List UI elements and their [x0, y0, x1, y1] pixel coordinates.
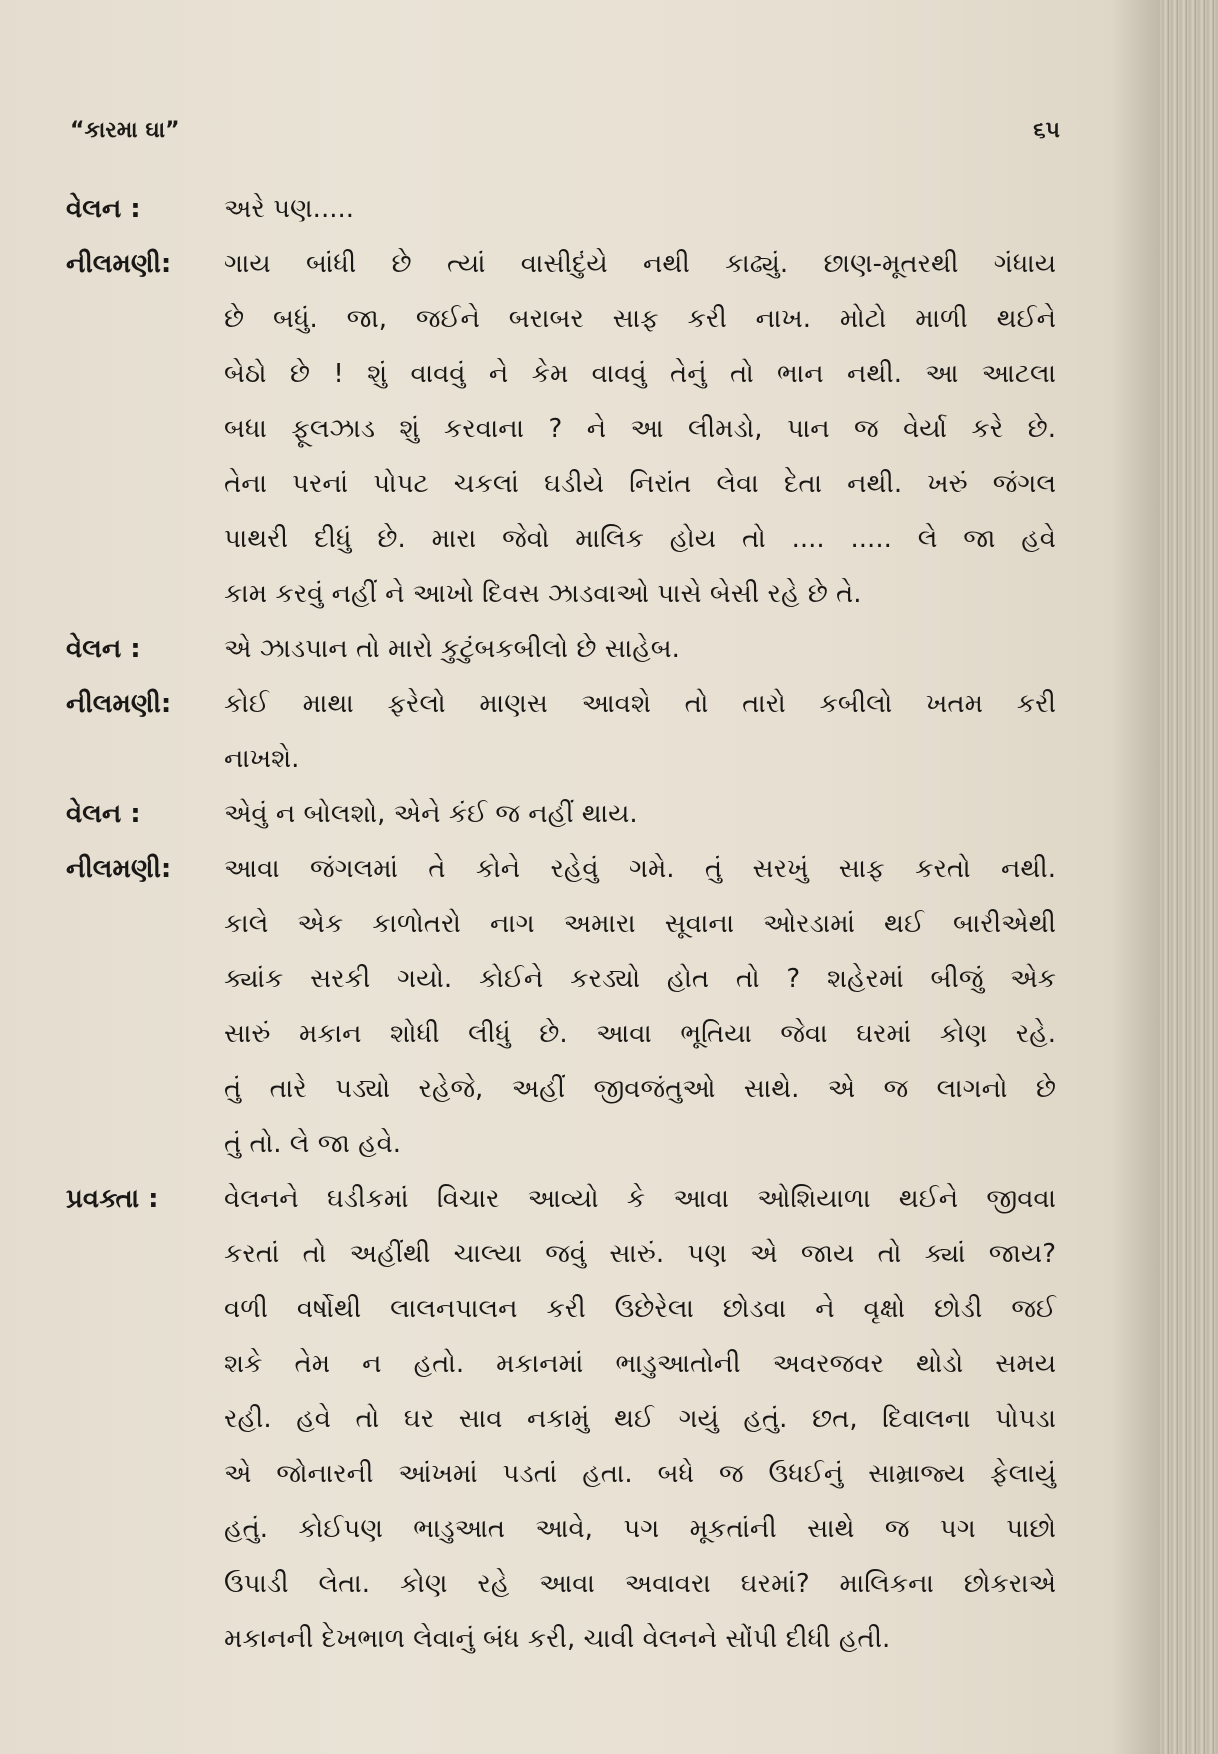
text-line: એ જોનારની આંખમાં પડતાં હતા. બધે જ ઉધઈનું સામ્રાજ્ય ફેલાયું	[224, 1459, 1056, 1489]
speech-text	[224, 787, 1056, 842]
speech-text	[224, 1172, 1056, 1667]
speaker-label: વેલન :	[66, 634, 141, 664]
text-line: હતું. કોઈપણ ભાડુઆત આવે, પગ મૂકતાંની સાથે જ પગ પાછો	[224, 1514, 1056, 1544]
text-line: નાખશે.	[224, 744, 300, 774]
text-line: પાથરી દીધું છે. મારા જેવો માલિક હોય તો .... ..... લે જા હવે	[224, 524, 1056, 554]
speaker-label: નીલમણી:	[66, 689, 172, 719]
book-spine-edge	[1160, 0, 1218, 1754]
speech-text	[224, 842, 1056, 1172]
text-line: તું તારે પડ્યો રહેજે, અહીં જીવજંતુઓ સાથે. એ જ લાગનો છે	[224, 1074, 1056, 1104]
text-line: બેઠો છે ! શું વાવવું ને કેમ વાવવું તેનું તો ભાન નથી. આ આટલા	[224, 359, 1056, 389]
speaker-label: નીલમણી:	[66, 854, 172, 884]
text-line: એવું ન બોલશો, એને કંઈ જ નહીં થાય.	[224, 799, 638, 829]
text-line: ગાય બાંધી છે ત્યાં વાસીદુંયે નથી કાઢ્યું. છાણ-મૂતરથી ગંધાય	[224, 249, 1056, 279]
text-line: બધા ફૂલઝાડ શું કરવાના ? ને આ લીમડો, પાન જ વેર્યા કરે છે.	[224, 414, 1056, 444]
text-line: તું તો. લે જા હવે.	[224, 1129, 402, 1159]
speech-text	[224, 182, 1056, 237]
text-line: એ ઝાડપાન તો મારો કુટુંબકબીલો છે સાહેબ.	[224, 634, 680, 664]
text-line: ઉપાડી લેતા. કોણ રહે આવા અવાવરા ઘરમાં? માલિકના છોકરાએ	[224, 1569, 1056, 1599]
speaker-label: પ્રવક્તા :	[66, 1184, 159, 1214]
speaker-label: વેલન :	[66, 194, 141, 224]
dialogue-entry	[66, 622, 1056, 677]
text-line: શકે તેમ ન હતો. મકાનમાં ભાડુઆતોની અવરજવર થોડો સમય	[224, 1349, 1056, 1379]
speaker-label: વેલન :	[66, 799, 141, 829]
dialogue-entry	[66, 677, 1056, 787]
dialogue-entry	[66, 1172, 1056, 1667]
text-line: ક્યાંક સરકી ગયો. કોઈને કરડ્યો હોત તો ? શહેરમાં બીજું એક	[224, 964, 1056, 994]
speech-text	[224, 237, 1056, 622]
text-line: અરે પણ.....	[224, 194, 355, 224]
text-line: કરતાં તો અહીંથી ચાલ્યા જવું સારું. પણ એ જાય તો ક્યાં જાય?	[224, 1239, 1056, 1269]
text-line: તેના પરનાં પોપટ ચકલાં ઘડીયે નિરાંત લેવા દેતા નથી. ખરું જંગલ	[224, 469, 1056, 499]
text-line: મકાનની દેખભાળ લેવાનું બંધ કરી, ચાવી વેલનને સોંપી દીધી હતી.	[224, 1624, 891, 1654]
text-line: કોઈ માથા ફરેલો માણસ આવશે તો તારો કબીલો ખતમ કરી	[224, 689, 1056, 719]
dialogue-entry	[66, 787, 1056, 842]
text-line: છે બધું. જા, જઈને બરાબર સાફ કરી નાખ. મોટો માળી થઈને	[224, 304, 1056, 334]
text-line: આવા જંગલમાં તે કોને રહેવું ગમે. તું સરખું સાફ કરતો નથી.	[224, 854, 1056, 884]
running-head-title: “કારમા ઘા”	[70, 118, 180, 143]
page-edge-shadow	[1110, 0, 1160, 1754]
text-line: કામ કરવું નહીં ને આખો દિવસ ઝાડવાઓ પાસે બેસી રહે છે તે.	[224, 579, 862, 609]
text-line: સારું મકાન શોધી લીધું છે. આવા ભૂતિયા જેવા ઘરમાં કોણ રહે.	[224, 1019, 1056, 1049]
page-number: ૬૫	[1033, 118, 1060, 143]
speech-text	[224, 677, 1056, 787]
text-line: વેલનને ઘડીકમાં વિચાર આવ્યો કે આવા ઓશિયાળા થઈને જીવવા	[224, 1184, 1056, 1214]
dialogue-entry	[66, 237, 1056, 622]
running-head	[70, 112, 1060, 152]
text-line: રહી. હવે તો ઘર સાવ નકામું થઈ ગયું હતું. છત, દિવાલના પોપડા	[224, 1404, 1056, 1434]
text-line: કાલે એક કાળોતરો નાગ અમારા સૂવાના ઓરડામાં થઈ બારીએથી	[224, 909, 1056, 939]
dialogue-text	[66, 182, 1056, 1667]
dialogue-entry	[66, 182, 1056, 237]
speech-text	[224, 622, 1056, 677]
text-line: વળી વર્ષોથી લાલનપાલન કરી ઉછેરેલા છોડવા ને વૃક્ષો છોડી જઈ	[224, 1294, 1056, 1324]
speaker-label: નીલમણી:	[66, 249, 172, 279]
dialogue-entry	[66, 842, 1056, 1172]
